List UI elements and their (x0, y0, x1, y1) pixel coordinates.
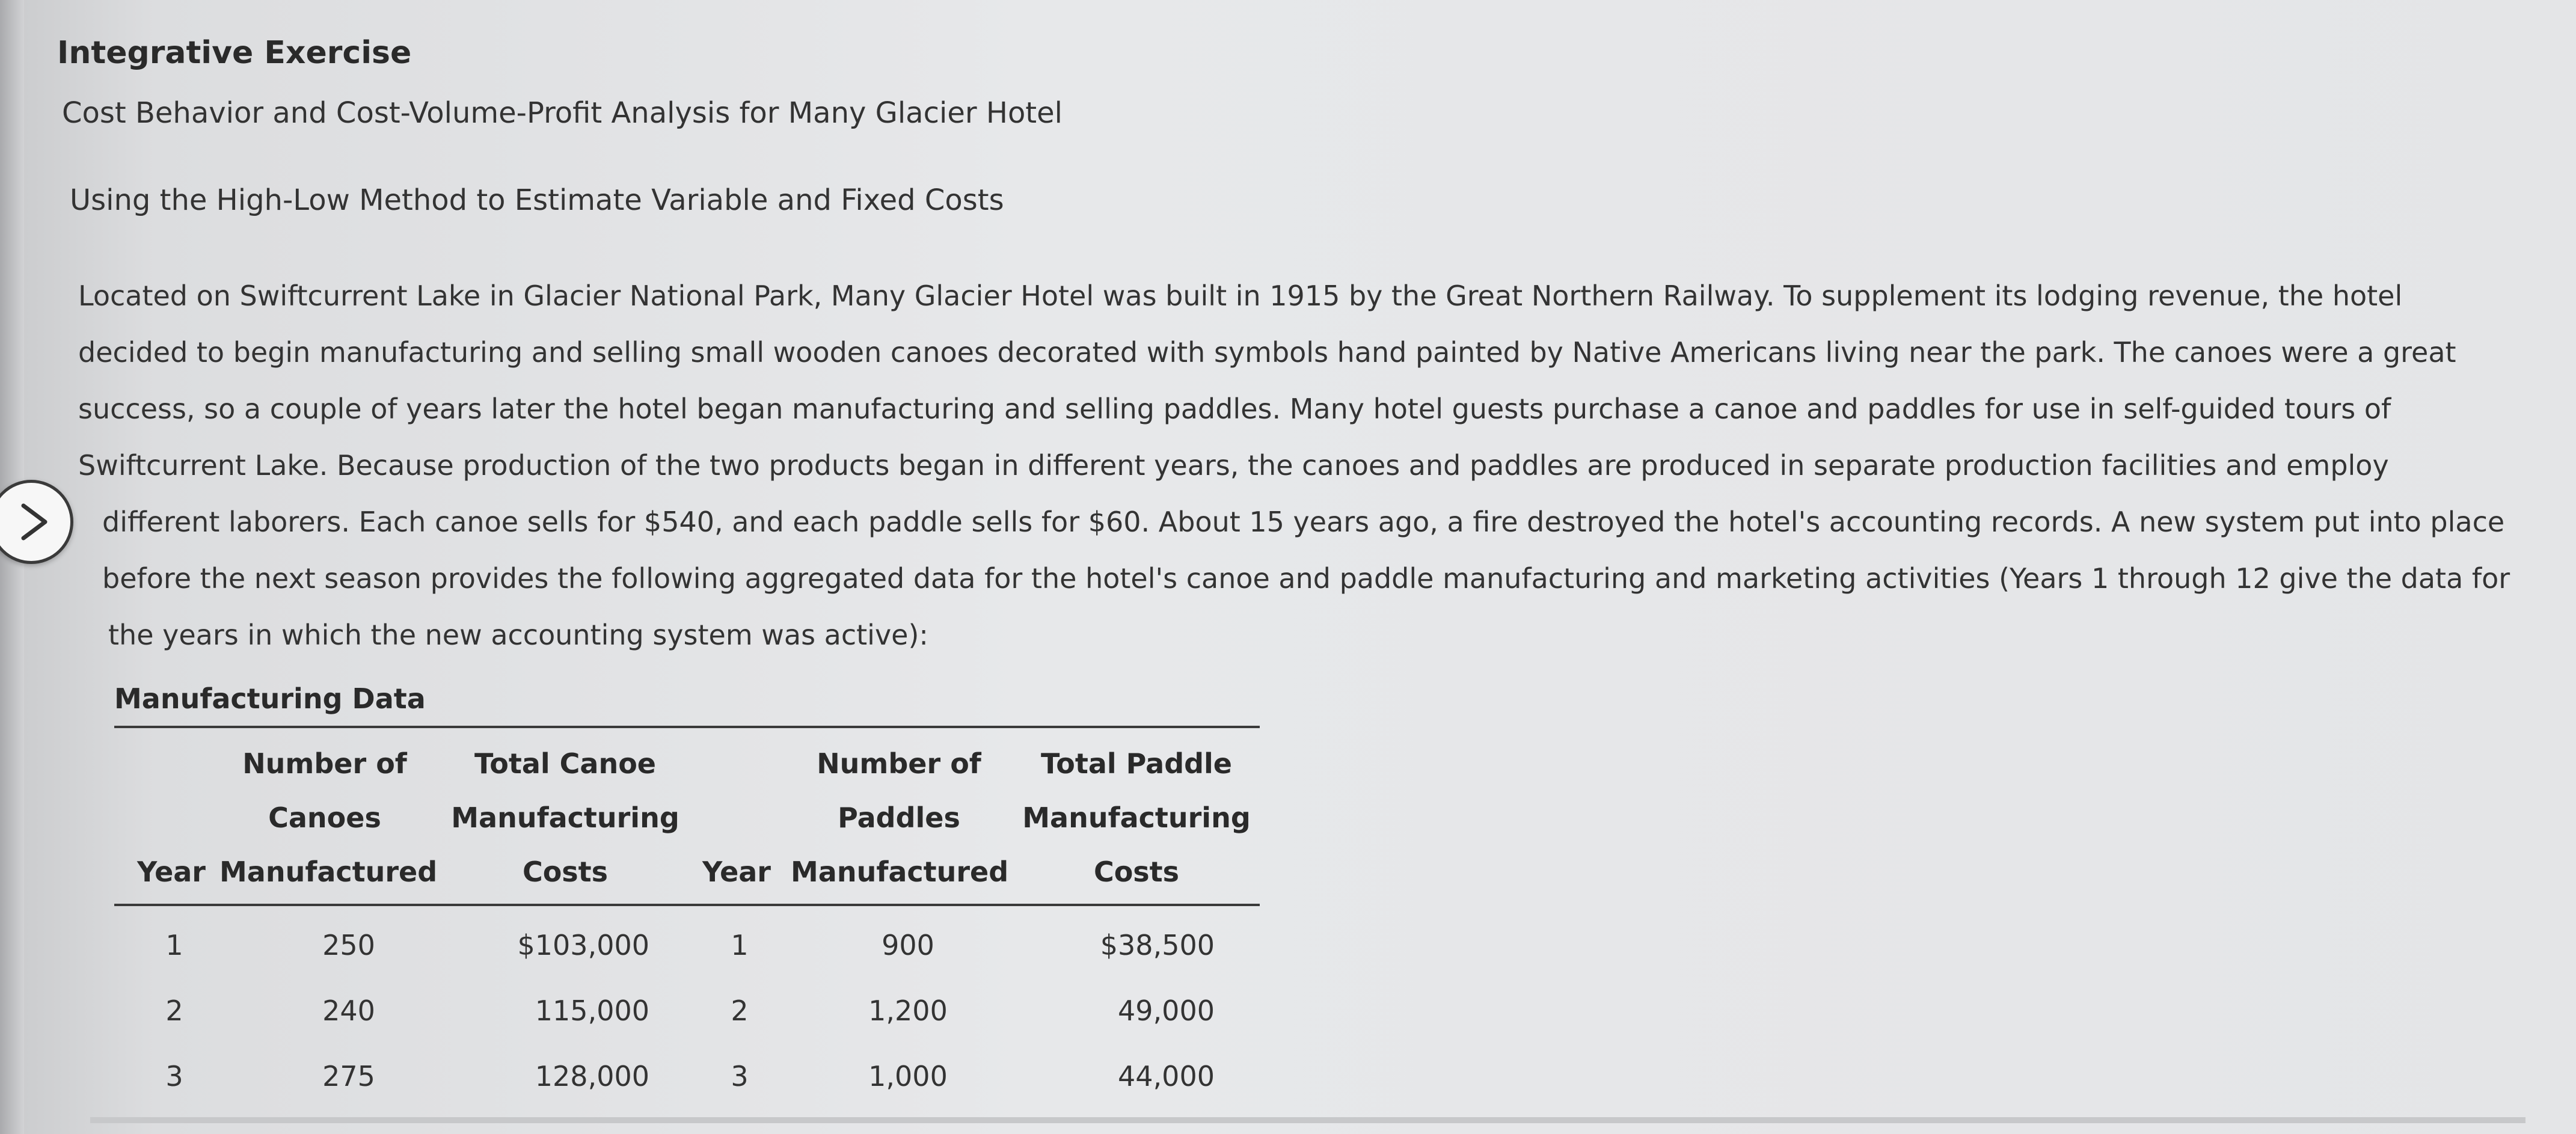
table-caption: Manufacturing Data (114, 682, 426, 715)
cell-canoes: 240 (322, 995, 375, 1027)
cell-year: 1 (731, 929, 749, 961)
paragraph-line: success, so a couple of years later the hotel began manufacturing and selling paddles. Many hotel guests purchase a canoe and paddles for use in self-guided tours of (78, 393, 2391, 425)
chevron-right-icon (16, 501, 52, 543)
header-year-canoe: Year (136, 856, 206, 888)
paragraph-line: Swiftcurrent Lake. Because production of the two products began in different years, the canoes and paddles are produced in separate production facilities and employ (78, 449, 2389, 482)
cell-canoe-costs: 115,000 (535, 995, 649, 1027)
cell-canoes: 275 (322, 1060, 375, 1093)
exercise-subtitle: Cost Behavior and Cost-Volume-Profit Analysis for Many Glacier Hotel (62, 96, 1063, 130)
paragraph-line: before the next season provides the following aggregated data for the hotel's canoe and paddle manufacturing and marketing activities (Years 1 through 12 give the data for (102, 562, 2510, 595)
cell-paddles: 1,200 (868, 995, 948, 1027)
exercise-title: Integrative Exercise (57, 35, 412, 71)
cell-year: 3 (165, 1060, 183, 1093)
horizontal-scrollbar[interactable] (90, 1117, 2525, 1123)
paragraph-line: Located on Swiftcurrent Lake in Glacier National Park, Many Glacier Hotel was built in 1915 by the Great Northern Railway. To supplement its lodging revenue, the hotel (78, 280, 2403, 312)
paragraph-line: decided to begin manufacturing and selling small wooden canoes decorated with symbols hand painted by Native Americans living near the park. The canoes were a great (78, 336, 2456, 369)
cell-paddles: 900 (882, 929, 934, 961)
header-paddles-manufactured: Number of Paddles Manufactured (791, 747, 1009, 888)
cell-year: 1 (165, 929, 183, 961)
table-header-rule (114, 904, 1260, 906)
cell-paddle-costs: 49,000 (1118, 995, 1215, 1027)
table-top-rule (114, 726, 1260, 728)
cell-paddles: 1,000 (868, 1060, 948, 1093)
header-year-paddle: Year (702, 856, 771, 888)
cell-year: 2 (731, 995, 749, 1027)
header-paddle-costs: Total Paddle Manufacturing Costs (1022, 747, 1251, 888)
cell-canoe-costs: 128,000 (535, 1060, 649, 1093)
header-canoes-manufactured: Number of Canoes Manufactured (219, 747, 438, 888)
next-page-button[interactable] (0, 480, 73, 564)
problem-description (78, 268, 2544, 663)
cell-paddle-costs: 44,000 (1118, 1060, 1215, 1093)
cell-canoes: 250 (322, 929, 375, 961)
section-heading: Using the High-Low Method to Estimate Variable and Fixed Costs (70, 183, 1004, 217)
header-canoe-costs: Total Canoe Manufacturing Costs (451, 747, 679, 888)
cell-year: 3 (731, 1060, 749, 1093)
cell-canoe-costs: $103,000 (517, 929, 649, 961)
cell-paddle-costs: $38,500 (1100, 929, 1215, 961)
paragraph-line: different laborers. Each canoe sells for $540, and each paddle sells for $60. About 15 years ago, a fire destroyed the hotel's accounting records. A new system put into place (102, 506, 2505, 538)
paragraph-line: the years in which the new accounting system was active): (108, 619, 928, 651)
cell-year: 2 (165, 995, 183, 1027)
